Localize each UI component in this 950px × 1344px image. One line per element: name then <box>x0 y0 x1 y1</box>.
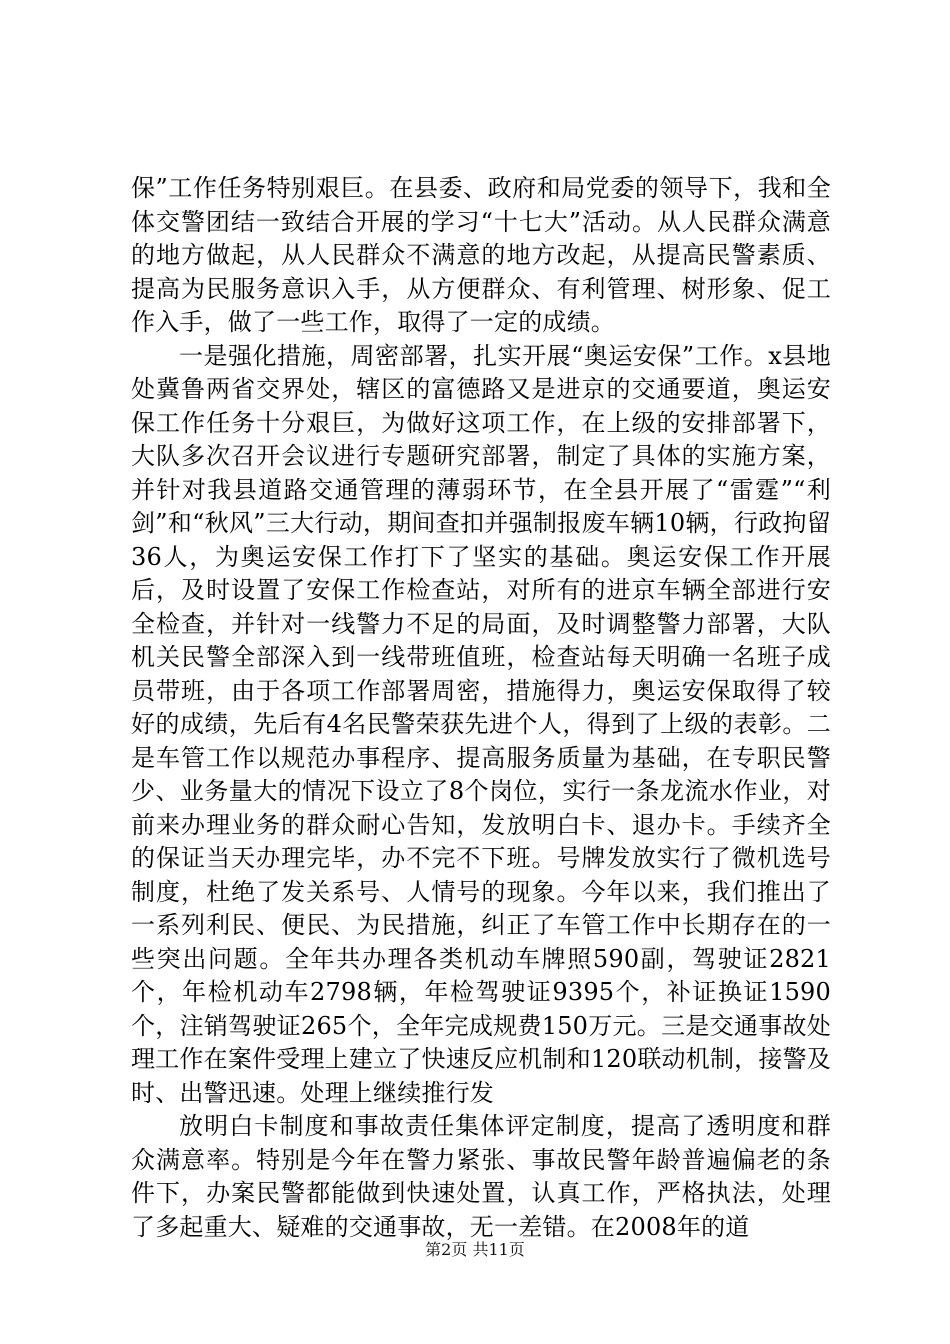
paragraph-3: 放明白卡制度和事故责任集体评定制度，提高了透明度和群众满意率。特别是今年在警力紧张、事故民警年龄普遍偏老的条件下，办案民警都能做到快速处置，认真工作，严格执法，处理了多起重大、疑难的交通事故，无一差错。在2008年的道 <box>131 1112 831 1241</box>
paragraph-2: 一是强化措施，周密部署，扎实开展“奥运安保”工作。x县地处冀鲁两省交界处，辖区的富德路又是进京的交通要道，奥运安保工作任务十分艰巨，为做好这项工作，在上级的安排部署下，大队多次召开会议进行专题研究部署，制定了具体的实施方案，并针对我县道路交通管理的薄弱环节，在全县开展了“雷霆”“利剑”和“秋风”三大行动，期间查扣并强制报废车辆10辆，行政拘留36人，为奥运安保工作打下了坚实的基础。奥运安保工作开展后，及时设置了安保工作检查站，对所有的进京车辆全部进行安全检查，并针对一线警力不足的局面，及时调整警力部署，大队机关民警全部深入到一线带班值班，检查站每天明确一名班子成员带班，由于各项工作部署周密，措施得力，奥运安保取得了较好的成绩，先后有4名民警荣获先进个人，得到了上级的表彰。二是车管工作以规范办事程序、提高服务质量为基础，在专职民警少、业务量大的情况下设立了8个岗位，实行一条龙流水作业，对前来办理业务的群众耐心告知，发放明白卡、退办卡。手续齐全的保证当天办理完毕，办不完不下班。号牌发放实行了微机选号制度，杜绝了发关系号、人情号的现象。今年以来，我们推出了一系列利民、便民、为民措施，纠正了车管工作中长期存在的一些突出问题。全年共办理各类机动车牌照590副，驾驶证2821个，年检机动车2798辆，年检驾驶证9395个，补证换证1590个，注销驾驶证265个，全年完成规费150万元。三是交通事故处理工作在案件受理上建立了快速反应机制和120联动机制，接警及时、出警迅速。处理上继续推行发 <box>131 341 831 1107</box>
page-footer: 第2页 共11页 <box>425 1240 525 1259</box>
document-body <box>131 172 831 1244</box>
paragraph-1: 保”工作任务特别艰巨。在县委、政府和局党委的领导下，我和全体交警团结一致结合开展的学习“十七大”活动。从人民群众满意的地方做起，从人民群众不满意的地方改起，从提高民警素质、提高为民服务意识入手，从方便群众、有利管理、树形象、促工作入手，做了一些工作，取得了一定的成绩。 <box>131 174 831 336</box>
